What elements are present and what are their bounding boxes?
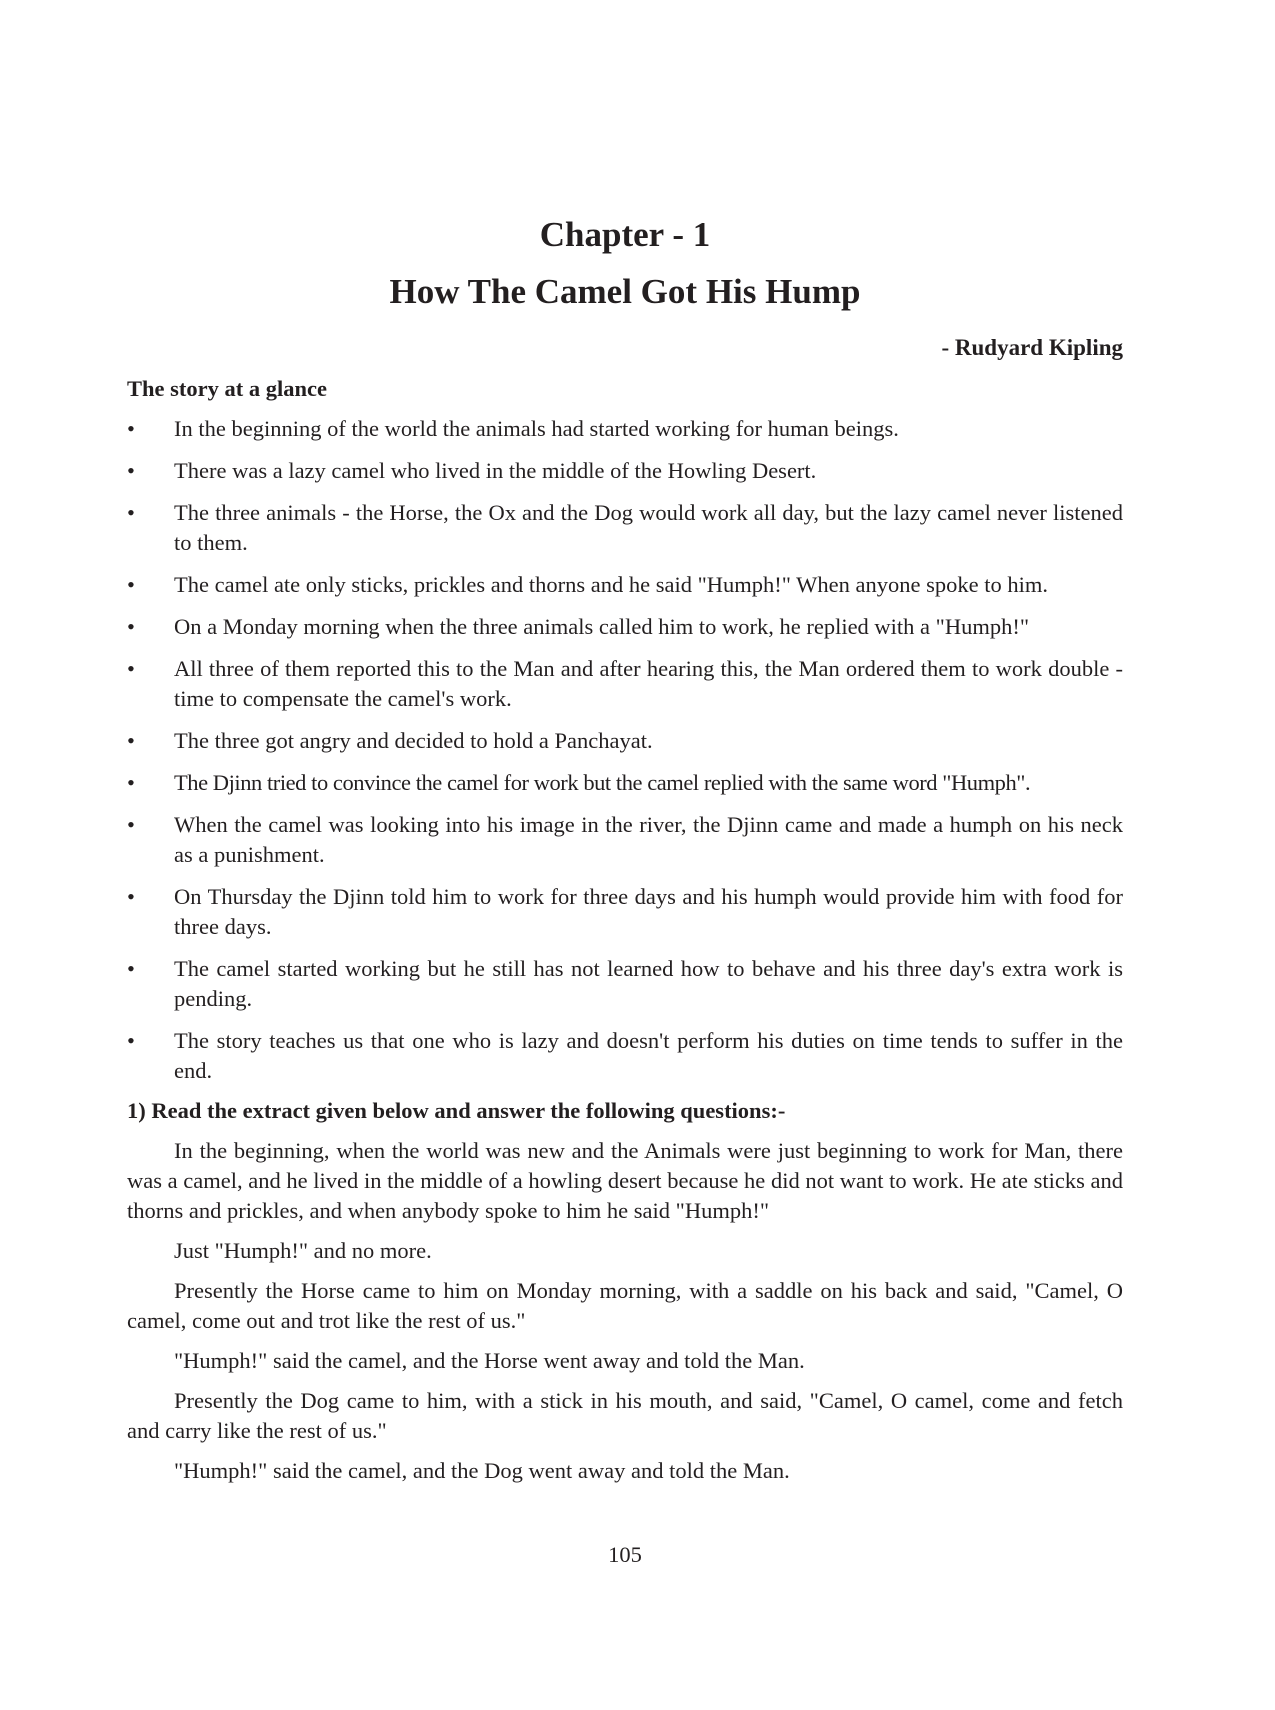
bullet-icon: •: [127, 458, 135, 483]
summary-item: [127, 654, 1123, 714]
chapter-title: How The Camel Got His Hump: [389, 272, 861, 311]
summary-item-text: The camel ate only sticks, prickles and thorns and he said "Humph!" When anyone spoke to him.: [174, 572, 1048, 597]
author-byline: - Rudyard Kipling: [941, 335, 1123, 360]
summary-item-text: All three of them reported this to the Man and after hearing this, the Man ordered them to work double - time to compensate the camel's work.: [174, 656, 1123, 711]
summary-item: [127, 810, 1123, 870]
summary-item-text: There was a lazy camel who lived in the middle of the Howling Desert.: [174, 458, 817, 483]
summary-item-text: The camel started working but he still has not learned how to behave and his three day's extra work is pending.: [174, 956, 1123, 1011]
bullet-icon: •: [127, 500, 135, 525]
bullet-icon: •: [127, 416, 135, 441]
bullet-icon: •: [127, 728, 135, 753]
extract-paragraph: In the beginning, when the world was new and the Animals were just beginning to work for Man, there was a camel, and he lived in the middle of a howling desert because he did not want to work. He ate sticks and thorns and prickles, and when anybody spoke to him he said "Humph!": [127, 1138, 1123, 1223]
summary-item: [127, 414, 1123, 444]
extract-paragraph: "Humph!" said the camel, and the Horse went away and told the Man.: [174, 1348, 805, 1373]
bullet-icon: •: [127, 956, 135, 981]
extract-heading: 1) Read the extract given below and answer the following questions:-: [127, 1098, 786, 1123]
bullet-icon: •: [127, 884, 135, 909]
extract-paragraph: Presently the Horse came to him on Monday morning, with a saddle on his back and said, "Camel, O camel, come out and trot like the rest of us.": [127, 1278, 1123, 1333]
summary-item-text: On a Monday morning when the three animals called him to work, he replied with a "Humph!": [174, 614, 1030, 639]
bullet-icon: •: [127, 656, 135, 681]
bullet-icon: •: [127, 812, 135, 837]
summary-item: [127, 1026, 1123, 1086]
summary-item: [127, 768, 1123, 798]
document-page: [127, 0, 1123, 1710]
summary-item-text: When the camel was looking into his image in the river, the Djinn came and made a humph on his neck as a punishment.: [174, 812, 1123, 867]
summary-item: [127, 570, 1123, 600]
summary-item: [127, 498, 1123, 558]
chapter-number: Chapter - 1: [539, 215, 711, 254]
extract-paragraph: Just "Humph!" and no more.: [174, 1238, 432, 1263]
summary-item-text: On Thursday the Djinn told him to work for three days and his humph would provide him with food for three days.: [174, 884, 1123, 939]
summary-item-text: The Djinn tried to convince the camel for work but the camel replied with the same word "Humph".: [174, 770, 1031, 795]
summary-heading: The story at a glance: [127, 376, 327, 401]
extract-paragraph: Presently the Dog came to him, with a stick in his mouth, and said, "Camel, O camel, come and fetch and carry like the rest of us.": [127, 1388, 1123, 1443]
bullet-icon: •: [127, 1028, 135, 1053]
summary-item-text: The three animals - the Horse, the Ox and the Dog would work all day, but the lazy camel never listened to them.: [174, 500, 1123, 555]
page-content: [127, 374, 1123, 1496]
summary-item: [127, 726, 1123, 756]
summary-item: [127, 612, 1123, 642]
summary-item: [127, 954, 1123, 1014]
summary-item-text: In the beginning of the world the animals had started working for human beings.: [174, 416, 899, 441]
bullet-icon: •: [127, 614, 135, 639]
summary-item-text: The three got angry and decided to hold a Panchayat.: [174, 728, 653, 753]
summary-item: [127, 882, 1123, 942]
page-number: 105: [608, 1542, 642, 1567]
summary-list: [127, 414, 1123, 1086]
extract-paragraph: "Humph!" said the camel, and the Dog went away and told the Man.: [174, 1458, 790, 1483]
summary-item: [127, 456, 1123, 486]
summary-item-text: The story teaches us that one who is lazy and doesn't perform his duties on time tends to suffer in the end.: [174, 1028, 1123, 1083]
bullet-icon: •: [127, 770, 135, 795]
bullet-icon: •: [127, 572, 135, 597]
